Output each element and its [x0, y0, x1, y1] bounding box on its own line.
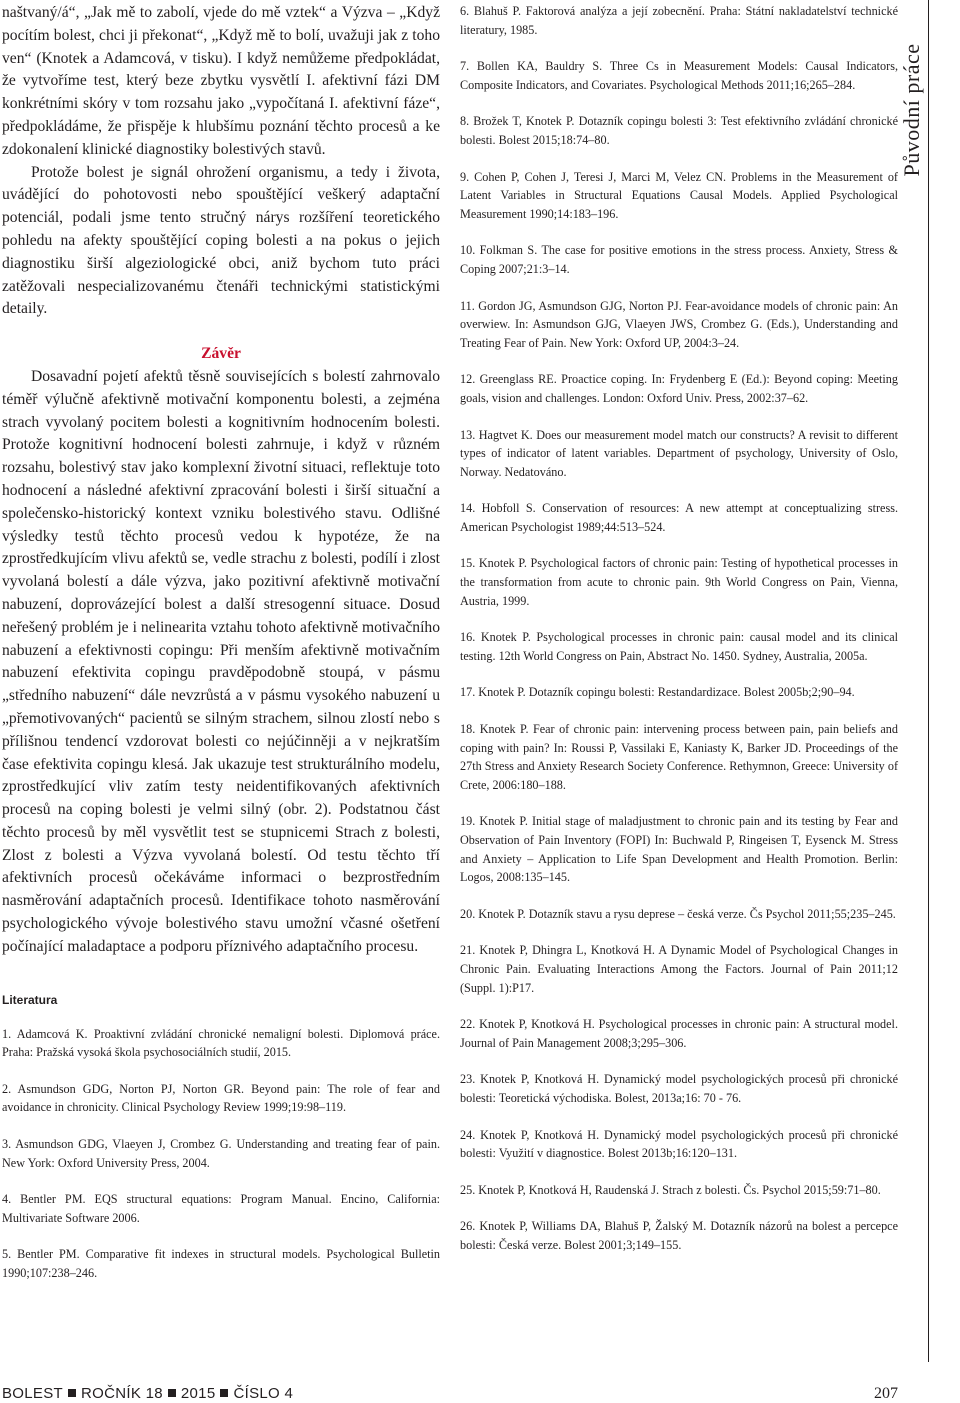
reference-list-right: [460, 2, 898, 1255]
reference-item: 1. Adamcová K. Proaktivní zvládání chronické nemaligní bolesti. Diplomová práce. Praha: Pražská vysoká škola psychosociálních studií, 2015.: [2, 1026, 440, 1060]
issue-label: ČÍSLO 4: [233, 1385, 294, 1402]
reference-item: 7. Bollen KA, Bauldry S. Three Cs in Measurement Models: Causal Indicators, Composite Indicators, and Covariates. Psychological Methods 2011;16;265–284.: [460, 59, 898, 92]
square-separator-icon: [168, 1389, 176, 1397]
reference-item: 2. Asmundson GDG, Norton PJ, Norton GR. Beyond pain: The role of fear and avoidance in chronicity. Clinical Psychology Review 1999;19:98–119.: [2, 1081, 440, 1115]
reference-item: 10. Folkman S. The case for positive emotions in the stress process. Anxiety, Stress & Coping 2007;21:3–14.: [460, 243, 898, 276]
reference-list-left: [2, 1025, 440, 1283]
reference-item: 5. Bentler PM. Comparative fit indexes in structural models. Psychological Bulletin 1990;107:238–246.: [2, 1247, 440, 1281]
reference-item: 22. Knotek P, Knotková H. Psychological processes in chronic pain: A structural model. Journal of Pain Management 2008;3;295–306.: [460, 1017, 898, 1050]
reference-item: 9. Cohen P, Cohen J, Teresi J, Marci M, Velez CN. Problems in the Measurement of Latent Variables in Structural Equations Causal Models. Applied Psychological Measurement 1990;14:183–196.: [460, 169, 898, 221]
reference-item: 11. Gordon JG, Asmundson GJG, Norton PJ. Fear-avoidance models of chronic pain: An overwiew. In: Asmundson GJG, Vlaeyen JWS, Crombez G. (Eds.), Understanding and Treating Fear of Pain. New York: Oxford UP, 2004:3–24.: [460, 298, 898, 350]
reference-item: 20. Knotek P. Dotazník stavu a rysu deprese – česká verze. Čs Psychol 2011;55;235–245.: [460, 906, 896, 921]
column-divider: [928, 0, 929, 1362]
reference-item: 18. Knotek P. Fear of chronic pain: intervening process between pain, pain beliefs and coping with pain? In: Roussi P, Vassilaki E, Kaniasty K, Barker JD. Proceedings of the 27th Stress and Anxiety Research Society Conference. Rethymnon, Greece: University of Crete, 2006:180–188.: [460, 722, 898, 792]
reference-item: 6. Blahuš P. Faktorová analýza a její zobecnění. Praha: Státní nakladatelství technické literatury, 1985.: [460, 4, 898, 37]
reference-item: 17. Knotek P. Dotazník copingu bolesti: Restandardizace. Bolest 2005b;2;90–94.: [460, 685, 855, 700]
spacer: [2, 321, 440, 343]
reference-item: 26. Knotek P, Williams DA, Blahuš P, Žalský M. Dotazník názorů na bolest a percepce bolesti: Česká verze. Bolest 2001;3;149–155.: [460, 1219, 898, 1252]
reference-item: 23. Knotek P, Knotková H. Dynamický model psychologických procesů při chronické bolesti: Teoretická východiska. Bolest, 2013a;16: 70 - 76.: [460, 1072, 898, 1105]
reference-item: 8. Brožek T, Knotek P. Dotazník copingu bolesti 3: Test efektivního zvládání chronické bolesti. Bolest 2015;18:74–80.: [460, 114, 898, 147]
reference-item: 19. Knotek P. Initial stage of maladjustment to chronic pain and its testing by Fear and Observation of Pain Inventory (FOPI) In: Buchwald P, Ringeisen T, Eysenck M. Stress and Anxiety – Application to Life Span Development and Health Promotion. Berlin: Logos, 2008:135–145.: [460, 814, 898, 885]
spacer: [2, 1007, 440, 1025]
paragraph-intro-continued: naštvaný/á“, „Jak mě to zabolí, vjede do mě vztek“ a Výzva – „Když pocítím bolest, chci ji překonat“, „Když mě to bolí, uvažuji jak z toho ven“ (Knotek a Adamcová, v tisku). I když nemůžeme předpokládat, že vytvoříme test, který beze zbytku vysvětlí I. afektivní fázi DM konkrétními skóry v tom rozsahu jako „vypočítaná I. afektivní fáze“, předpokládáme, že přispěje k hlubšímu poznání těchto procesů a ke zdokonalení klinické diagnostiky bolestivých stavů.: [2, 4, 440, 158]
conclusion-heading: Závěr: [201, 345, 241, 363]
reference-item: 21. Knotek P, Dhingra L, Knotková H. A Dynamic Model of Psychological Changes in Chronic Pain. Evaluating Interactions Among the Factors. Journal of Pain 2011;12 (Suppl. 1):P17.: [460, 943, 898, 995]
reference-item: 13. Hagtvet K. Does our measurement model match our constructs? A revisit to different types of indicator of latent variables. Department of psychology, University of Oslo, Norway. Nedatováno.: [460, 427, 898, 479]
reference-item: 15. Knotek P. Psychological factors of chronic pain: Testing of hypothetical processes in the transformation from acute to chronic pain. 9th World Congress on Pain, Vienna, Austria, 1999.: [460, 556, 898, 608]
reference-item: 12. Greenglass RE. Proactice coping. In: Frydenberg E (Ed.): Beyond coping: Meeting goals, vision and challenges. London: Oxford Univ. Press, 2002:37–62.: [460, 372, 898, 405]
spacer: [2, 959, 440, 993]
journal-line: [2, 1385, 293, 1402]
right-column: [460, 2, 898, 1255]
reference-item: 16. Knotek P. Psychological processes in chronic pain: causal model and its clinical testing. 12th World Congress on Pain, Abstract No. 1450. Sydney, Australia, 2005a.: [460, 630, 898, 663]
square-separator-icon: [220, 1389, 228, 1397]
reference-item: 24. Knotek P, Knotková H. Dynamický model psychologických procesů při chronické bolesti: Využití v diagnostice. Bolest 2013b;16:120–131.: [460, 1127, 898, 1161]
paragraph-conclusion: Dosavadní pojetí afektů těsně souvisejících s bolestí zahrnovalo téměř výlučně afektivně motivační komponentu bolesti, a zejména strach vyvolaný pocitem bolesti a kognitivním hodnocením bolesti. Protože kognitivní hodnocení bolesti zahrnuje, i když v různém rozsahu, bolestivý stav jako komplexní životní situaci, reflektuje toto hodnocení a následné afektivní zpracování bolesti i širší situační a společensko-historický kontext vzniku bolestivého stavu. Odlišné výsledky testů těchto procesů vedou k hypotéze, že na zprostředkujícím vlivu afektů se, vedle strachu z bolesti, podílí i zlost vyvolaná bolestí a dále výzva, jako pozitivní afektivně motivační nabuzení, doprovázející bolest a další stresogenní situace. Dosud neřešený problém je i nelinearita vztahu tohoto afektivně motivačního nabuzení a efektivnosti copingu: Při menším afektivně motivačním nabuzení efektivita copingu pravděpodobně stoupá, v pásmu „středního nabuzení“ dále nevzrůstá a v pásmu vysokého nabuzení u „přemotivovaných“ pacientů se silným strachem, silnou zlostí nebo s přílišnou tendencí vzdorovat bolesti co nejúčinněji a v nejkratším čase efektivita copingu klesá. Jak ukazuje test strukturálního modelu, zprostředkující vliv zatím testy neidentifikovaných afektivních procesů na coping bolesti je velmi silný (obr. 2). Podstatnou část těchto procesů by měl vysvětlit test se stupnicemi Strach z bolesti, Zlost z bolesti a Výzva vyvolaná bolestí. Od testu těchto tří afektivních procesů očekáváme informaci o bezprostředním nasměrování adaptačních procesů. Identifikace tohoto nasměrování psychologického vývoje bolestivého stavu umožní včasné ošetření počínající maladaptace a podporu příznivého adaptačního procesu.: [2, 367, 440, 955]
reference-item: 25. Knotek P, Knotková H, Raudenská J. Strach z bolesti. Čs. Psychol 2015;59:71–80.: [460, 1182, 881, 1197]
year-label: 2015: [180, 1385, 216, 1402]
paragraph-pain-signal: Protože bolest je signál ohrožení organismu, a tedy i života, uvádějící do pohotovosti nebo spouštějící veškerý adaptační potenciál, podali jsme tento stručný nárys rozšíření teoretického pohledu na afekty spouštějící coping bolesti a na pokus o jejich diagnostiku širší algeziologické obci, aniž bychom tuto práci zatěžovali nespecializovanému čtenáři technickými statistickými detaily.: [2, 163, 440, 318]
square-separator-icon: [68, 1389, 76, 1397]
literature-heading: Literatura: [2, 992, 58, 1007]
left-column: [2, 2, 440, 1283]
page-footer: [2, 1385, 960, 1403]
journal-name: BOLEST: [2, 1385, 63, 1402]
page-number: 207: [874, 1385, 898, 1402]
volume-label: ROČNÍK 18: [81, 1385, 163, 1402]
section-label: Původní práce: [899, 43, 924, 177]
reference-item: 4. Bentler PM. EQS structural equations: Program Manual. Encino, California: Multivariate Software 2006.: [2, 1192, 440, 1225]
reference-item: 14. Hobfoll S. Conservation of resources: A new attempt at conceptualizing stress. American Psychologist 1989;44:513–524.: [460, 501, 898, 534]
reference-item: 3. Asmundson GDG, Vlaeyen J, Crombez G. Understanding and treating fear of pain. New York: Oxford University Press, 2004.: [2, 1137, 440, 1170]
